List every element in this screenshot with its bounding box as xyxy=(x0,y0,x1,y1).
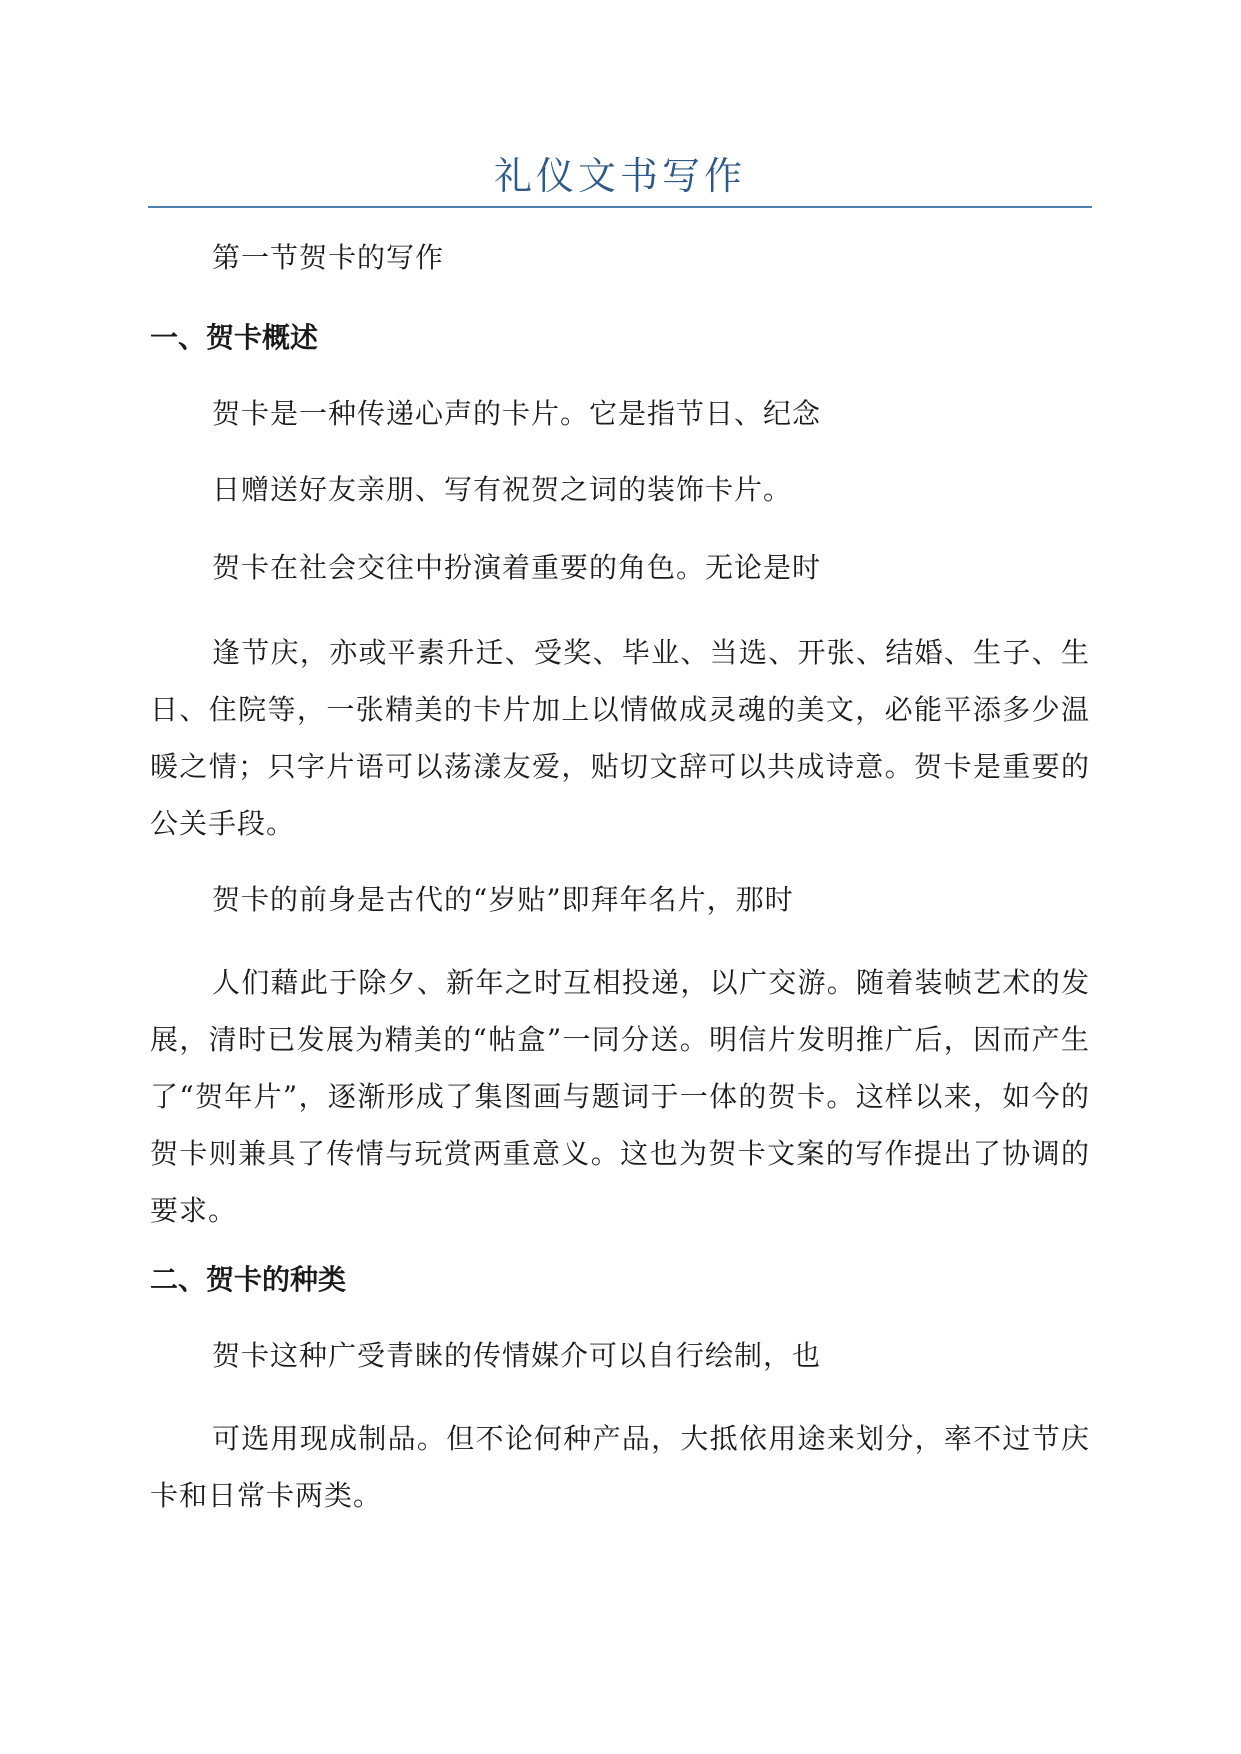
paragraph-body xyxy=(150,1410,1090,1524)
heading-types: 二、贺卡的种类 xyxy=(150,1263,347,1296)
paragraph-line: 贺卡的前身是古代的“岁贴”即拜年名片，那时 xyxy=(212,883,794,916)
paragraph-body xyxy=(150,954,1090,1239)
paragraph-text: 可选用现成制品。但不论何种产品，大抵依用途来划分，率不过节庆卡和日常卡两类。 xyxy=(150,1422,1090,1512)
paragraph-line: 贺卡在社会交往中扮演着重要的角色。无论是时 xyxy=(212,551,822,584)
document-title: 礼仪文书写作 xyxy=(493,154,746,198)
paragraph-line: 日赠送好友亲朋、写有祝贺之词的装饰卡片。 xyxy=(212,473,793,506)
heading-overview: 一、贺卡概述 xyxy=(150,321,319,354)
section-subtitle: 第一节贺卡的写作 xyxy=(212,241,445,274)
paragraph-line: 贺卡这种广受青睐的传情媒介可以自行绘制，也 xyxy=(212,1339,822,1372)
paragraph-text: 逢节庆，亦或平素升迁、受奖、毕业、当选、开张、结婚、生子、生日、住院等，一张精美的卡片加上以情做成灵魂的美文，必能平添多少温暖之情；只字片语可以荡漾友爱，贴切文辞可以共成诗意。贺卡是重要的公关手段。 xyxy=(150,636,1090,840)
title-underline xyxy=(148,206,1092,208)
paragraph-body xyxy=(150,624,1090,852)
paragraph-text: 人们藉此于除夕、新年之时互相投递，以广交游。随着装帧艺术的发展，清时已发展为精美的“帖盒”一同分送。明信片发明推广后，因而产生了“贺年片”，逐渐形成了集图画与题词于一体的贺卡。这样以来，如今的贺卡则兼具了传情与玩赏两重意义。这也为贺卡文案的写作提出了协调的要求。 xyxy=(150,966,1090,1227)
paragraph-line: 贺卡是一种传递心声的卡片。它是指节日、纪念 xyxy=(212,397,822,430)
